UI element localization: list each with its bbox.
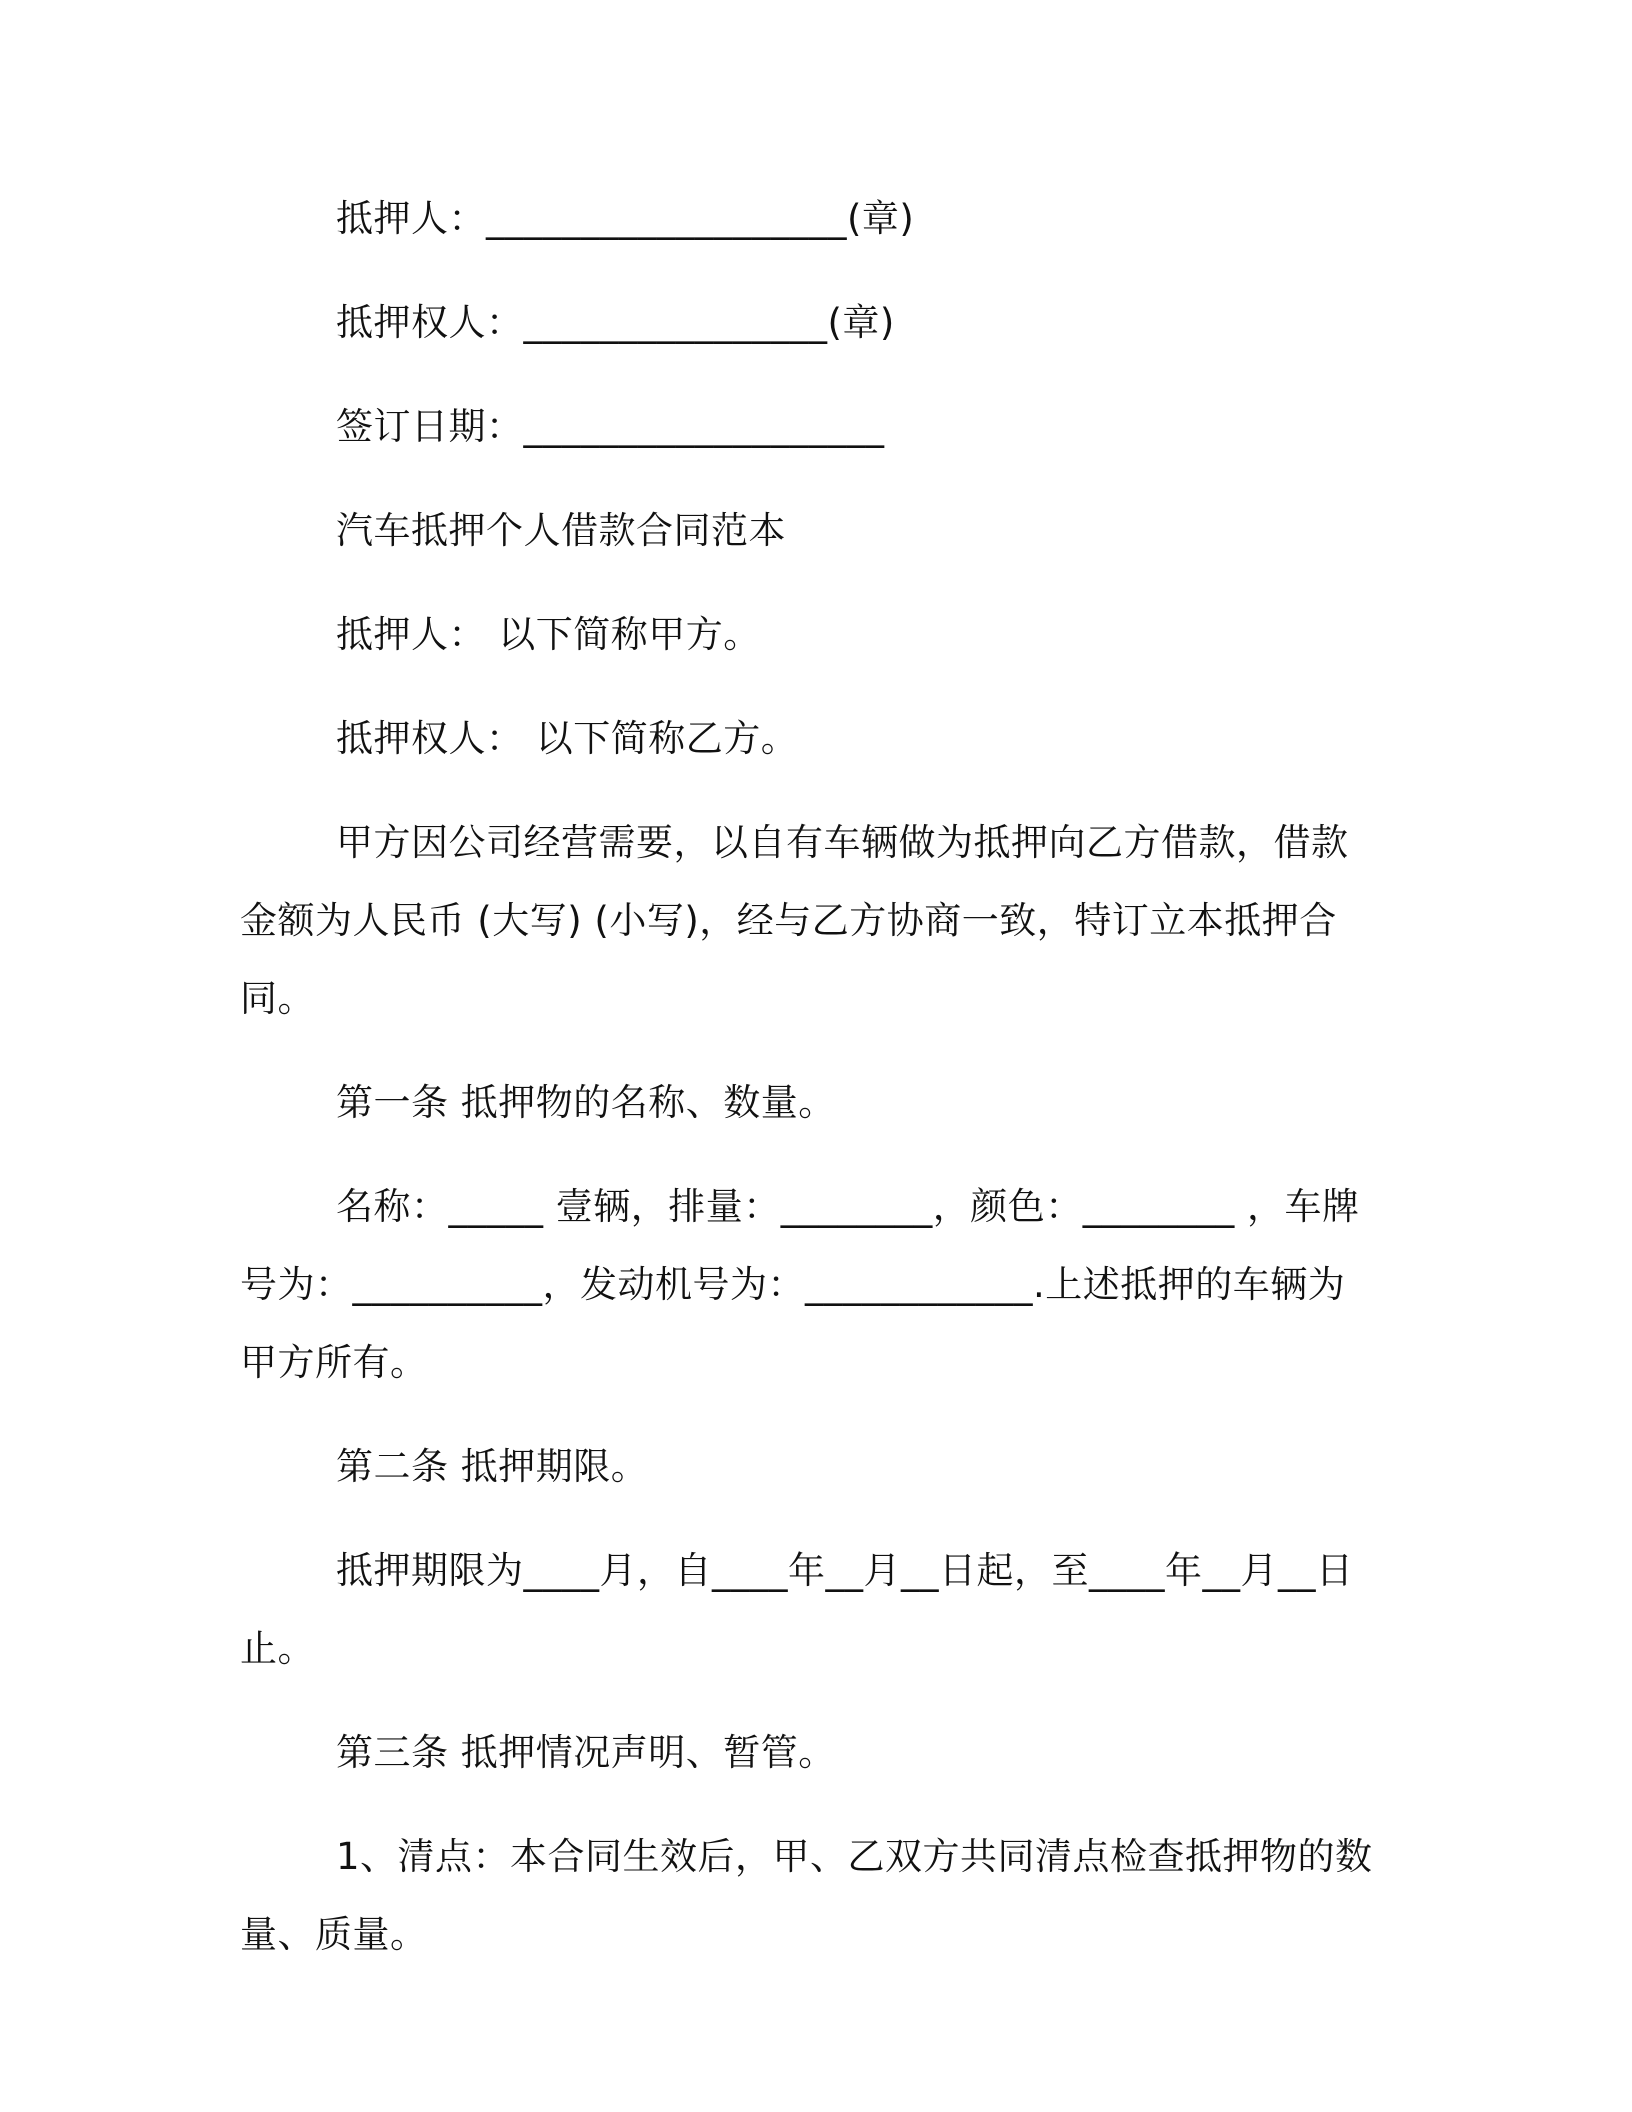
mortgagor-signature-line: 抵押人：___________________(章)	[336, 197, 915, 240]
contract-title: 汽车抵押个人借款合同范本	[336, 509, 786, 552]
inventory-clause-paragraph: 1、清点：本合同生效后，甲、乙双方共同清点检查抵押物的数量、质量。	[240, 1835, 1373, 1956]
mortgagee-signature-line: 抵押权人：________________(章)	[336, 301, 895, 344]
signing-date-line: 签订日期：___________________	[336, 405, 885, 448]
article-3-heading: 第三条 抵押情况声明、暂管。	[336, 1731, 836, 1774]
article-1-heading: 第一条 抵押物的名称、数量。	[336, 1081, 836, 1124]
party-a-definition: 抵押人： 以下简称甲方。	[336, 613, 761, 656]
document-body	[240, 180, 1380, 2000]
party-b-definition: 抵押权人： 以下简称乙方。	[336, 717, 799, 760]
article-2-heading: 第二条 抵押期限。	[336, 1445, 649, 1488]
loan-purpose-paragraph: 甲方因公司经营需要，以自有车辆做为抵押向乙方借款，借款金额为人民币 (大写) (小写)，经与乙方协商一致，特订立本抵押合同。	[240, 821, 1349, 1020]
vehicle-details-paragraph: 名称：_____ 壹辆，排量：________，颜色：________ ，车牌号为：__________，发动机号为：____________.上述抵押的车辆为甲方所有。	[240, 1185, 1360, 1384]
mortgage-term-paragraph: 抵押期限为____月，自____年__月__日起，至____年__月__日止。	[240, 1549, 1354, 1670]
